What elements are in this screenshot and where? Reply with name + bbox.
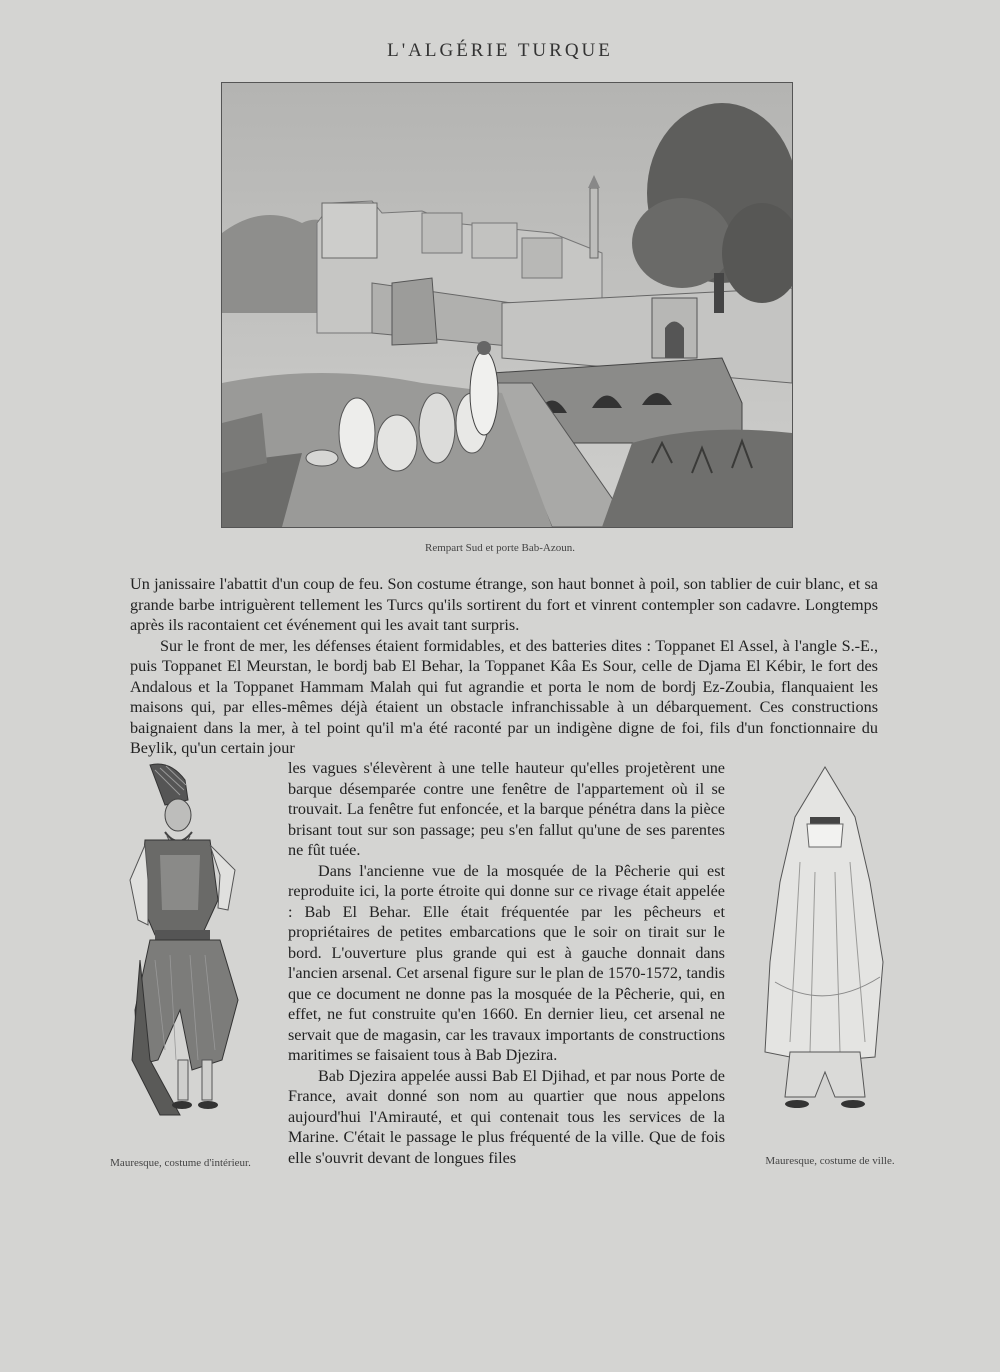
plate-caption: Rempart Sud et porte Bab-Azoun. (425, 542, 575, 554)
engraving-illustration (222, 83, 792, 527)
caption-mauresque-city: Mauresque, costume de ville. (765, 1155, 895, 1167)
veiled-woman-city-costume-drawing (755, 762, 895, 1122)
woman-interior-costume-drawing (110, 760, 260, 1130)
body-text-column (288, 758, 725, 1168)
caption-mauresque-interior: Mauresque, costume d'intérieur. (110, 1157, 251, 1169)
illustration-mauresque-interior (110, 760, 260, 1130)
engraving-rampart-bab-azoun (221, 82, 793, 528)
page-title: L'ALGÉRIE TURQUE (387, 40, 613, 61)
body-text-full-width (130, 574, 878, 759)
paragraph-1: Un janissaire l'abattit d'un coup de feu. Son costume étrange, son haut bonnet à poil, son tablier de cuir blanc, et sa grande barbe intriguèrent tellement les Turcs qu'ils sortirent du fort et vinrent contempler son cadavre. Longtemps après ils racontaient cet événement qui les avait tant surpris. (130, 575, 878, 634)
illustration-mauresque-city (755, 762, 895, 1122)
paragraph-4: Bab Djezira appelée aussi Bab El Djihad, et par nous Porte de France, avait donné son nom au quartier que nous appelons aujourd'hui l'Amirauté, et qui contenait tous les services de la Marine. C'était le passage le plus fréquenté de la ville. Que de fois elle s'ouvrit devant de longues files (288, 1066, 725, 1167)
paragraph-3: Dans l'ancienne vue de la mosquée de la Pêcherie qui est reproduite ici, la porte étroite qui donne sur ce rivage était appelée : Bab El Behar. Elle était fréquentée par les pêcheurs et propriétaires de petites embarcations que le soir on tirait sur le bord. L'ouverture plus grande qui est à gauche donnait dans l'ancien arsenal. Cet arsenal figure sur le plan de 1570-1572, tandis que ce document ne donne pas la mosquée de la Pêcherie, qui, en effet, ne fut construite qu'en 1660. En dernier lieu, cet arsenal ne servait que de magasin, car les travaux importants de constructions maritimes se faisaient tous à Bab Djezira. (288, 861, 725, 1064)
paragraph-2-continued: les vagues s'élevèrent à une telle hauteur qu'elles projetèrent une barque désemparée contre une fenêtre de l'appartement où il se trouvait. La fenêtre fut enfoncée, et la barque pénétra dans la pièce brisant tout sur son passage; peu s'en fallut qu'une de ses parentes ne fût tuée. (288, 759, 725, 859)
paragraph-2: Sur le front de mer, les défenses étaient formidables, et des batteries dites : Toppanet El Assel, à l'angle S.-E., puis Toppanet El Meurstan, le bordj bab El Behar, la Toppanet Kâa Es Sour, celle de Djama El Kébir, le fort des Andalous et la Toppanet Hammam Malah qui fut agrandie et porta le nom de bordj Ez-Zoubia, flanquaient les maisons qui, par elles-mêmes déjà étaient un obstacle infranchissable à un débarquement. Ces constructions baignaient dans la mer, à tel point qu'il m'a été raconté par un indigène digne de foi, fils d'un fonctionnaire du Beylik, qu'un certain jour (130, 636, 878, 757)
